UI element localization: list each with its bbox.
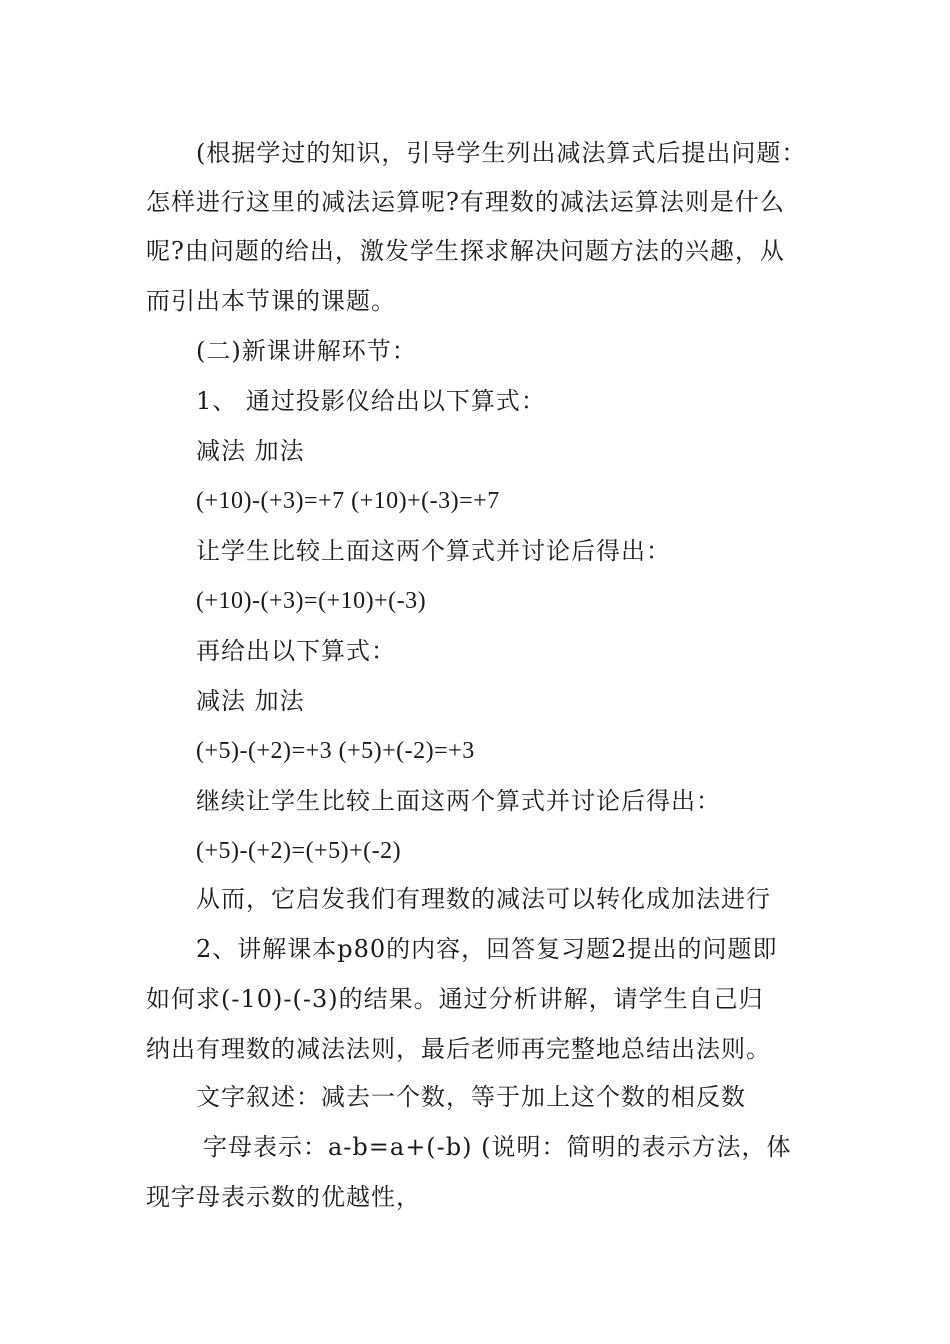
- step-two-line-3: 纳出有理数的减法法则，最后老师再完整地总结出法则。: [146, 1035, 771, 1063]
- rule-letter-form-line-1: 字母表示：a-b=a+(-b) (说明：简明的表示方法，体: [203, 1133, 792, 1161]
- paragraph-line-2: 怎样进行这里的减法运算呢?有理数的减法运算法则是什么: [146, 188, 785, 216]
- equation-line-1: (+10)-(+3)=+7 (+10)+(-3)=+7: [196, 488, 500, 514]
- rule-text-description: 文字叙述：减去一个数，等于加上这个数的相反数: [196, 1083, 746, 1111]
- instruction-line-2: 再给出以下算式：: [196, 637, 396, 665]
- paragraph-line-3: 呢?由问题的给出，激发学生探求解决问题方法的兴趣，从: [146, 237, 785, 265]
- conclusion-line: 从而，它启发我们有理数的减法可以转化成加法进行: [196, 885, 771, 913]
- column-labels-1: 减法 加法: [196, 437, 305, 465]
- step-two-line-1: 2、讲解课本p80的内容，回答复习题2提出的问题即: [196, 935, 778, 963]
- equation-line-3: (+5)-(+2)=+3 (+5)+(-2)=+3: [196, 738, 475, 764]
- step-two-line-2: 如何求(-10)-(-3)的结果。通过分析讲解，请学生自己归: [146, 985, 764, 1013]
- step-one-line: 1、 通过投影仪给出以下算式：: [196, 387, 546, 415]
- paragraph-line-1: (根据学过的知识，引导学生列出减法算式后提出问题：: [196, 139, 807, 167]
- instruction-line-3: 继续让学生比较上面这两个算式并讨论后得出：: [196, 787, 721, 815]
- instruction-line-1: 让学生比较上面这两个算式并讨论后得出：: [196, 537, 671, 565]
- equation-line-2: (+10)-(+3)=(+10)+(-3): [196, 588, 427, 614]
- section-heading: (二)新课讲解环节：: [196, 337, 417, 365]
- column-labels-2: 减法 加法: [196, 687, 305, 715]
- paragraph-line-4: 而引出本节课的课题。: [146, 287, 396, 315]
- rule-letter-form-line-2: 现字母表示数的优越性，: [146, 1183, 421, 1211]
- equation-line-4: (+5)-(+2)=(+5)+(-2): [196, 838, 402, 864]
